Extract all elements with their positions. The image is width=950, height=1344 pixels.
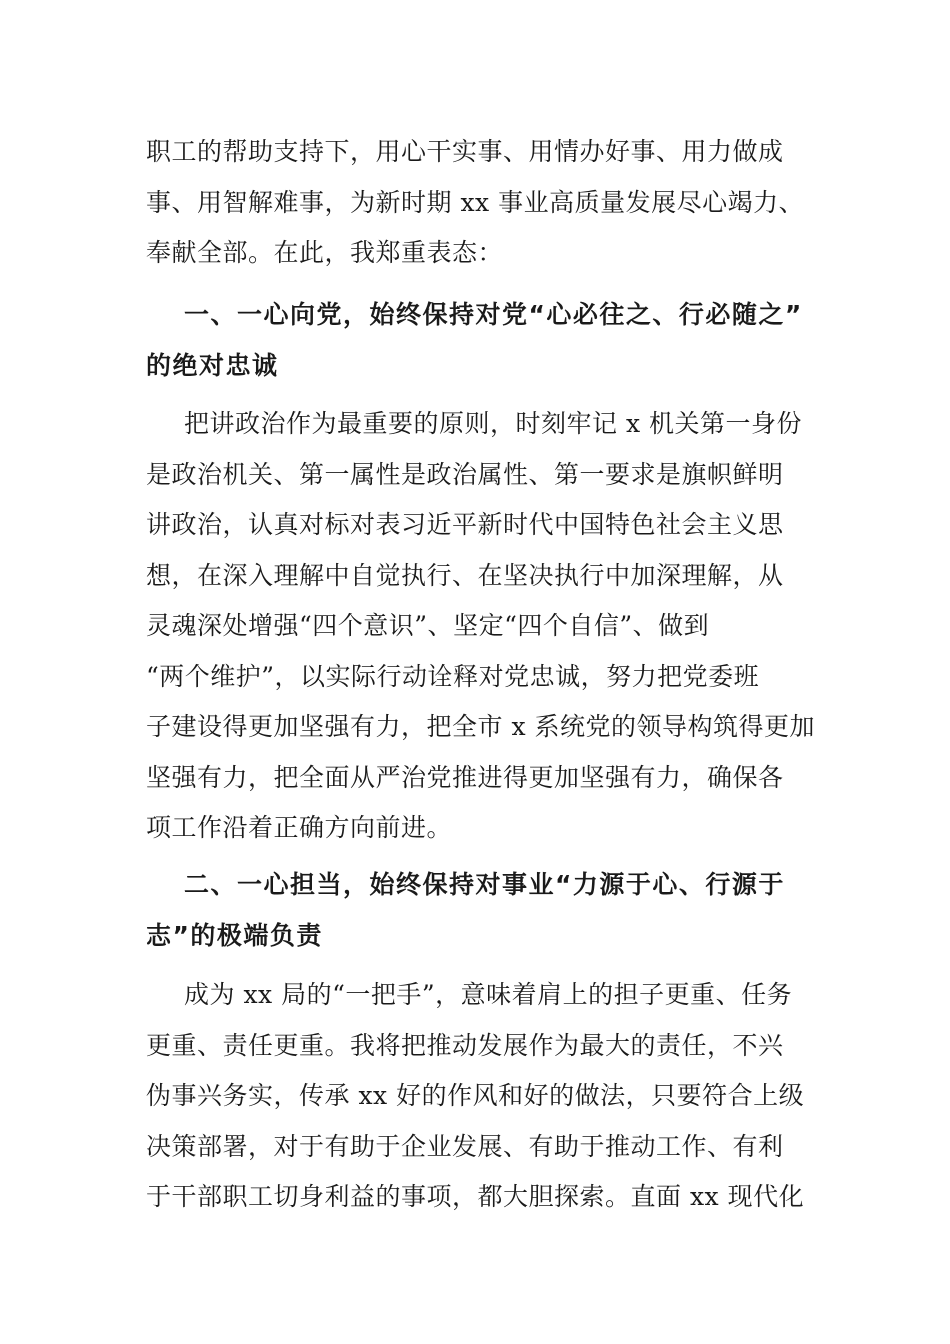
section1-heading-line: 的绝对忠诚 — [146, 350, 279, 380]
intro-line: 事、用智解难事，为新时期 xx 事业高质量发展尽心竭力、 — [146, 187, 805, 217]
intro-line: 奉献全部。在此，我郑重表态： — [146, 238, 504, 267]
section2-heading — [146, 860, 810, 961]
section1-body-line: 项工作沿着正确方向前进。 — [146, 813, 453, 842]
section2-body-line: 于干部职工切身利益的事项，都大胆探索。直面 xx 现代化 — [146, 1182, 805, 1211]
section2-heading-line: 志”的极端负责 — [146, 920, 323, 950]
section2-heading-line: 二、一心担当，始终保持对事业“力源于心、行源于 — [184, 870, 785, 899]
section2-body-line: 决策部署，对于有助于企业发展、有助于推动工作、有利 — [146, 1131, 784, 1161]
section2-body-line: 更重、责任更重。我将把推动发展作为最大的责任，不兴 — [146, 1030, 784, 1060]
section1-heading-line: 一、一心向党，始终保持对党“心必往之、行必随之” — [184, 300, 803, 329]
section1-body — [146, 399, 815, 854]
section2-body — [146, 970, 810, 1223]
section1-body-line: 把讲政治作为最重要的原则，时刻牢记 x 机关第一身份 — [184, 409, 802, 438]
section1-body-line: 想，在深入理解中自觉执行、在坚决执行中加深理解，从 — [146, 560, 784, 590]
section1-body-line: 讲政治，认真对标对表习近平新时代中国特色社会主义思 — [146, 510, 784, 539]
section1-body-line: “两个维护”，以实际行动诠释对党忠诚，努力把党委班 — [146, 661, 760, 691]
section1-body-line: 坚强有力，把全面从严治党推进得更加坚强有力，确保各 — [146, 762, 784, 792]
section1-body-line: 灵魂深处增强“四个意识”、坚定“四个自信”、做到 — [146, 611, 710, 640]
intro-line: 职工的帮助支持下，用心干实事、用情办好事、用力做成 — [146, 137, 784, 166]
section2-body-line: 伪事兴务实，传承 xx 好的作风和好的做法，只要符合上级 — [146, 1081, 805, 1110]
section1-body-line: 是政治机关、第一属性是政治属性、第一要求是旗帜鲜明 — [146, 459, 784, 489]
section1-body-line: 子建设得更加坚强有力，把全市 x 系统党的领导构筑得更加 — [146, 712, 815, 741]
section1-heading — [146, 290, 810, 391]
section2-body-line: 成为 xx 局的“一把手”，意味着肩上的担子更重、任务 — [184, 980, 793, 1009]
intro-paragraph — [146, 127, 810, 279]
